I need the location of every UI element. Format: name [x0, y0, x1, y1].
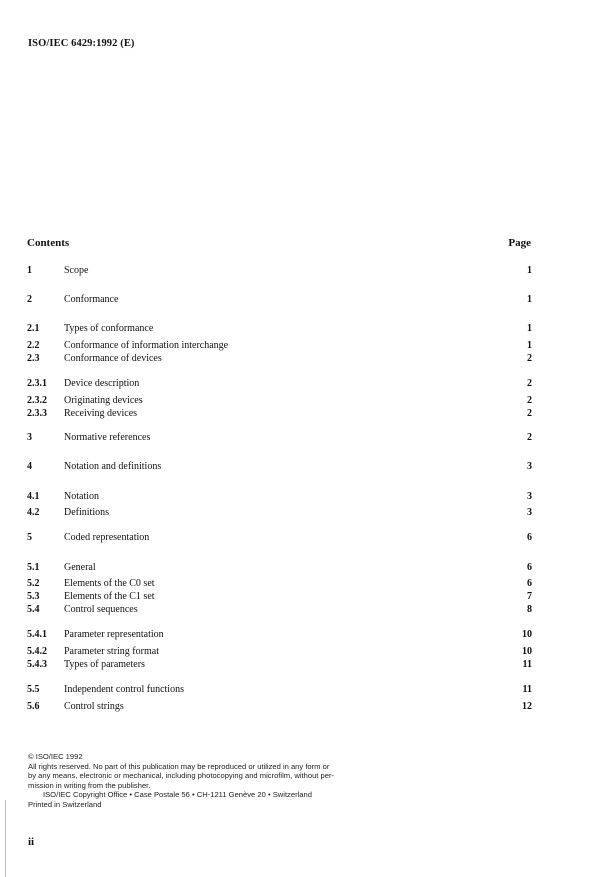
- toc-entry-number: 5.1: [27, 562, 40, 573]
- toc-entry-page: 2: [527, 378, 532, 389]
- toc-entry: [27, 645, 532, 658]
- toc-entry-title: Receiving devices: [64, 408, 138, 419]
- toc-entry-title: Parameter string format: [64, 646, 159, 657]
- toc-entry: [27, 590, 532, 603]
- toc-entry-page: 3: [527, 507, 532, 518]
- toc-entry-number: 5.5: [27, 684, 40, 695]
- toc-entry: [27, 394, 532, 407]
- contents-heading: Contents: [27, 237, 70, 249]
- toc-entry-title: Definitions: [64, 507, 109, 518]
- page-folio: ii: [28, 836, 35, 848]
- toc-entry-number: 5: [27, 532, 32, 543]
- toc-entry-title: Originating devices: [64, 395, 143, 406]
- rights-reserved-line: All rights reserved. No part of this publication may be reproduced or utilized in any form or: [28, 761, 330, 771]
- toc-entry-page: 1: [527, 294, 532, 305]
- toc-entry-title: Independent control functions: [64, 684, 184, 695]
- toc-entry-page: 7: [527, 591, 532, 602]
- contents-heading-row: [27, 237, 531, 249]
- toc-entry-title: Device description: [64, 378, 140, 389]
- toc-entry: [27, 490, 532, 503]
- toc-entry: [27, 603, 532, 616]
- document-header: ISO/IEC 6429:1992 (E): [28, 38, 135, 49]
- toc-entry-title: Conformance of information interchange: [64, 340, 229, 351]
- toc-entry-title: Normative references: [64, 432, 151, 443]
- toc-entry: [27, 431, 532, 444]
- toc-entry-number: 5.3: [27, 591, 40, 602]
- toc-entry-page: 6: [527, 578, 532, 589]
- toc-entry-number: 2: [27, 294, 32, 305]
- toc-entry-number: 4.1: [27, 491, 40, 502]
- toc-entry-page: 1: [527, 265, 532, 276]
- toc-entry-title: General: [64, 562, 96, 573]
- toc-entry-title: Types of parameters: [64, 659, 145, 670]
- toc-entry-number: 5.6: [27, 701, 40, 712]
- toc-entry-page: 12: [522, 701, 532, 712]
- toc-entry: [27, 628, 532, 641]
- toc-entry: [27, 407, 532, 420]
- toc-entry-page: 3: [527, 491, 532, 502]
- copyright-notice: [28, 752, 334, 810]
- toc-entry-title: Types of conformance: [64, 323, 154, 334]
- toc-entry-number: 3: [27, 432, 32, 443]
- toc-entry: [27, 683, 532, 696]
- toc-entry-page: 1: [527, 340, 532, 351]
- toc-entry-title: Notation: [64, 491, 99, 502]
- toc-entry-page: 11: [522, 659, 532, 670]
- toc-entry-number: 5.2: [27, 578, 40, 589]
- toc-entry-page: 2: [527, 432, 532, 443]
- toc-entry-page: 10: [522, 629, 532, 640]
- toc-entry-title: Conformance: [64, 294, 119, 305]
- toc-entry: [27, 339, 532, 352]
- toc-entry-number: 5.4: [27, 604, 40, 615]
- toc-entry-title: Scope: [64, 265, 89, 276]
- toc-entry: [27, 377, 532, 390]
- toc-entry-title: Parameter representation: [64, 629, 164, 640]
- toc-entry-title: Control sequences: [64, 604, 138, 615]
- toc-entry-page: 2: [527, 353, 532, 364]
- toc-entry-title: Elements of the C1 set: [64, 591, 155, 602]
- toc-entry: [27, 561, 532, 574]
- toc-entry: [27, 460, 532, 473]
- toc-entry: [27, 531, 532, 544]
- toc-entry-number: 2.3.1: [27, 378, 47, 389]
- toc-entry-page: 10: [522, 646, 532, 657]
- rights-reserved-line-3: mission in writing from the publisher.: [28, 780, 151, 790]
- toc-entry: [27, 352, 532, 365]
- toc-entry: [27, 293, 532, 306]
- scan-edge-line: [5, 800, 6, 877]
- rights-reserved-line-2: by any means, electronic or mechanical, including photocopying and microfilm, without per-: [28, 771, 335, 781]
- toc-entry-number: 2.3.3: [27, 408, 47, 419]
- page-column-heading: Page: [508, 237, 531, 249]
- toc-entry-title: Control strings: [64, 701, 124, 712]
- toc-entry-number: 1: [27, 265, 32, 276]
- toc-entry: [27, 264, 532, 277]
- toc-entry-number: 2.2: [27, 340, 40, 351]
- printed-in-line: Printed in Switzerland: [28, 799, 102, 809]
- toc-entry-number: 5.4.2: [27, 646, 47, 657]
- toc-entry-number: 4.2: [27, 507, 40, 518]
- toc-entry-title: Coded representation: [64, 532, 150, 543]
- toc-entry-number: 4: [27, 461, 32, 472]
- toc-entry-number: 2.3.2: [27, 395, 47, 406]
- toc-entry-page: 8: [527, 604, 532, 615]
- toc-entry-page: 11: [522, 684, 532, 695]
- toc-entry-number: 5.4.3: [27, 659, 47, 670]
- toc-entry-page: 3: [527, 461, 532, 472]
- toc-entry-page: 1: [527, 323, 532, 334]
- toc-entry-number: 5.4.1: [27, 629, 47, 640]
- toc-entry: [27, 322, 532, 335]
- toc-entry-number: 2.1: [27, 323, 40, 334]
- toc-entry-title: Notation and definitions: [64, 461, 162, 472]
- toc-entry: [27, 506, 532, 519]
- toc-entry: [27, 577, 532, 590]
- toc-entry-title: Conformance of devices: [64, 353, 162, 364]
- toc-entry-page: 2: [527, 395, 532, 406]
- toc-entry-page: 6: [527, 532, 532, 543]
- copyright-line: © ISO/IEC 1992: [28, 752, 83, 761]
- toc-entry-page: 6: [527, 562, 532, 573]
- toc-entry-title: Elements of the C0 set: [64, 578, 155, 589]
- toc-entry-number: 2.3: [27, 353, 40, 364]
- toc-entry-page: 2: [527, 408, 532, 419]
- toc-entry: [27, 700, 532, 713]
- toc-entry: [27, 658, 532, 671]
- copyright-office-address: ISO/IEC Copyright Office • Case Postale 56 • CH-1211 Genève 20 • Switzerland: [43, 790, 312, 800]
